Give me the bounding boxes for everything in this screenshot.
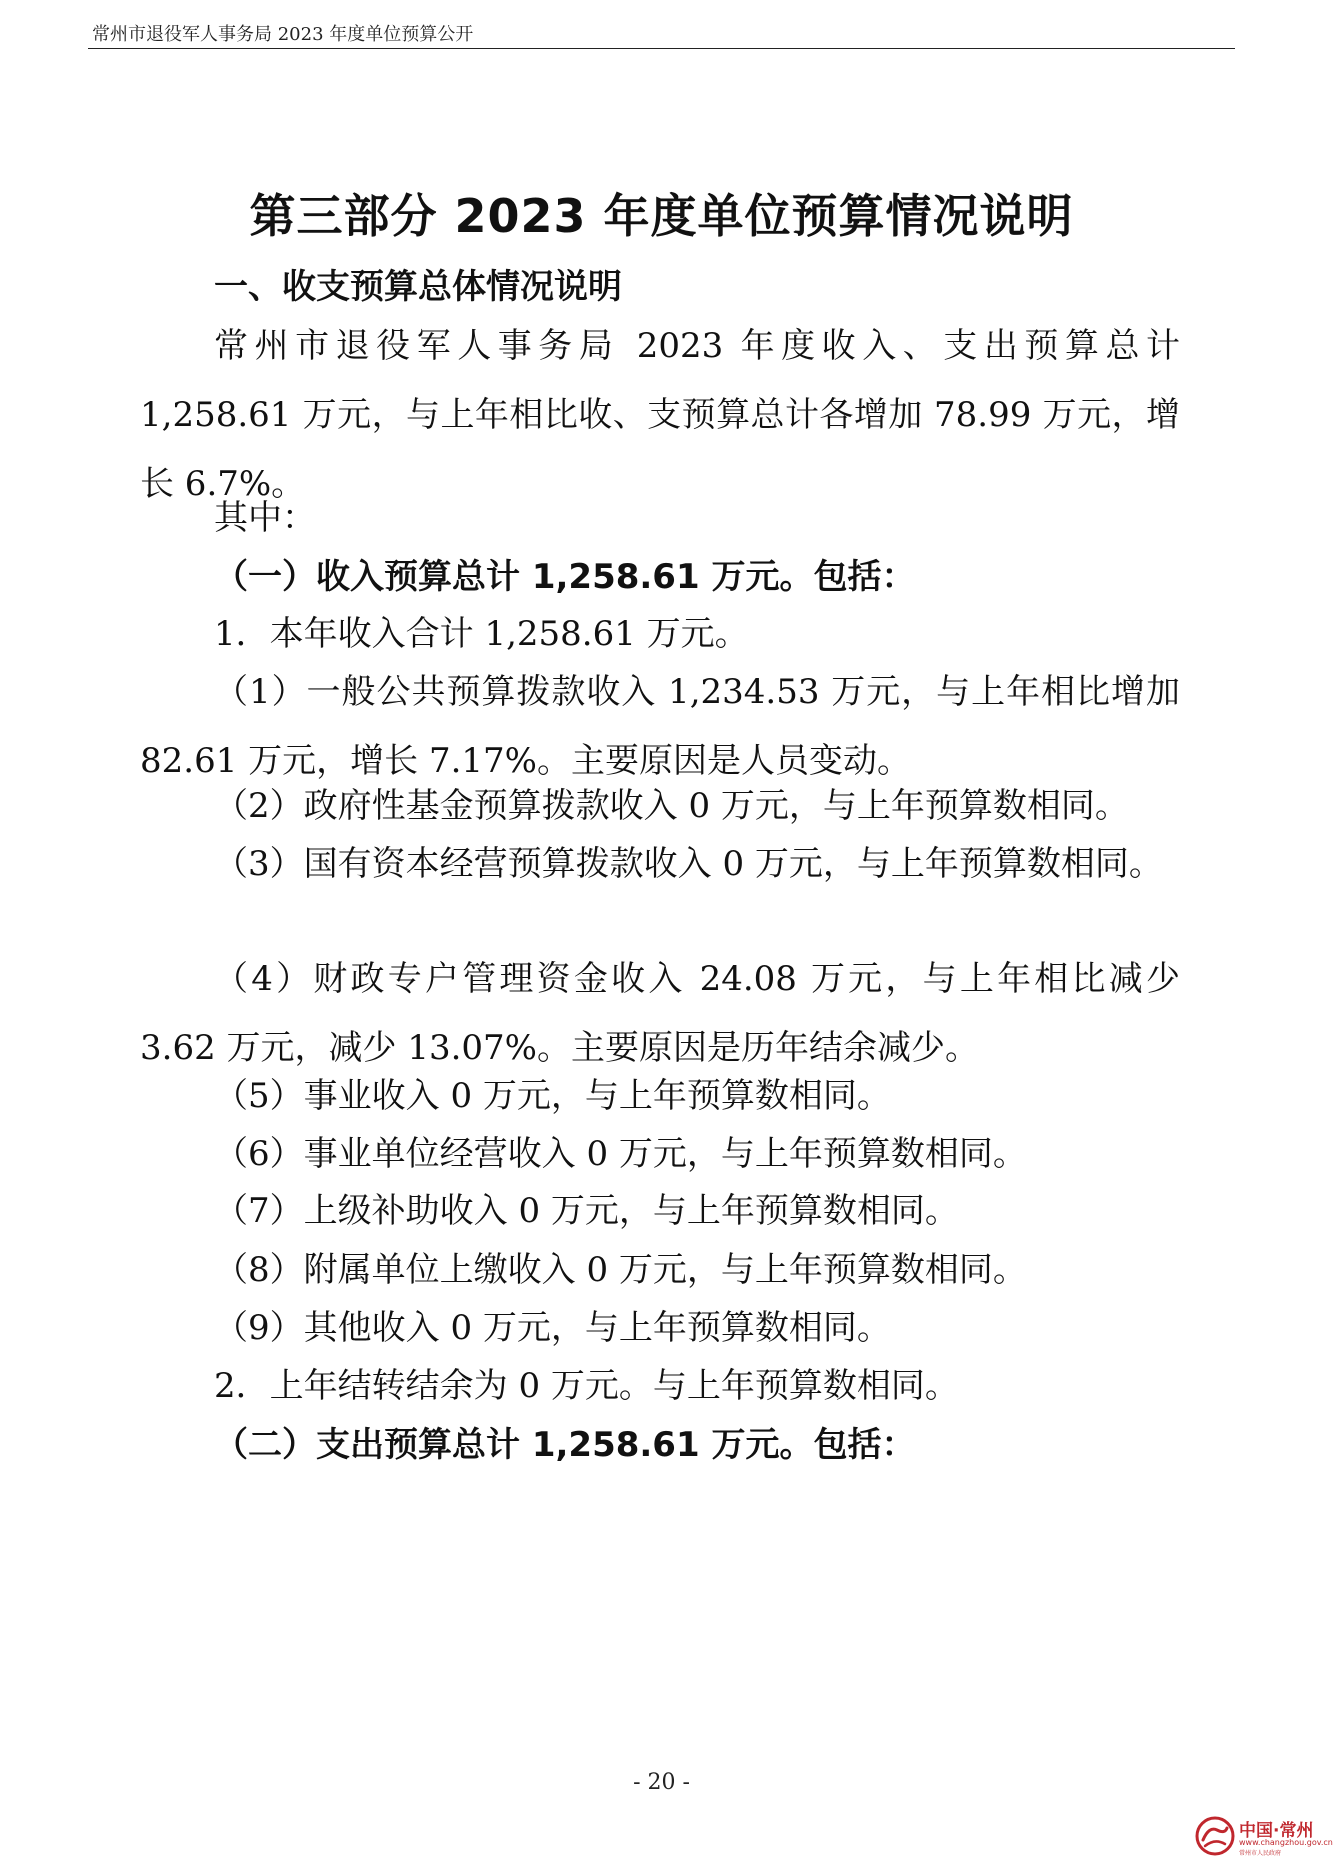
- income-sub-3: （3）国有资本经营预算拨款收入 0 万元，与上年预算数相同。: [214, 844, 1163, 884]
- income-item-2: 2．上年结转结余为 0 万元。与上年预算数相同。: [214, 1366, 959, 1406]
- running-header-title: 常州市退役军人事务局 2023 年度单位预算公开: [92, 24, 474, 45]
- income-item-1: 1．本年收入合计 1,258.61 万元。: [214, 614, 749, 654]
- income-sub-1: （1）一般公共预算拨款收入 1,234.53 万元，与上年相比增加 82.61 万元，增长 7.17%。主要原因是人员变动。: [140, 672, 1180, 781]
- running-header: [0, 0, 1323, 52]
- header-divider: [88, 48, 1235, 49]
- income-sub-2: （2）政府性基金预算拨款收入 0 万元，与上年预算数相同。: [214, 786, 1129, 826]
- document-title: 第三部分 2023 年度单位预算情况说明: [249, 189, 1074, 243]
- income-sub-9: （9）其他收入 0 万元，与上年预算数相同。: [214, 1308, 891, 1348]
- watermark-domain: www.changzhou.gov.cn: [1239, 1838, 1333, 1847]
- watermark-tagline: 常州市人民政府: [1239, 1850, 1282, 1857]
- income-sub-4: （4）财政专户管理资金收入 24.08 万元，与上年相比减少 3.62 万元，减少 13.07%。主要原因是历年结余减少。: [140, 959, 1180, 1068]
- section-heading-overview: 一、收支预算总体情况说明: [214, 267, 622, 307]
- site-watermark: [1195, 1812, 1333, 1862]
- income-heading: （一）收入预算总计 1,258.61 万元。包括：: [214, 557, 916, 597]
- income-sub-6: （6）事业单位经营收入 0 万元，与上年预算数相同。: [214, 1134, 1027, 1174]
- income-sub-5: （5）事业收入 0 万元，与上年预算数相同。: [214, 1076, 891, 1116]
- city-logo-icon: [1195, 1816, 1235, 1856]
- page-number: - 20 -: [633, 1770, 690, 1795]
- watermark-brand: 中国·常州: [1239, 1821, 1314, 1841]
- among-label: 其中：: [214, 498, 316, 538]
- income-sub-7: （7）上级补助收入 0 万元，与上年预算数相同。: [214, 1191, 959, 1231]
- income-sub-8: （8）附属单位上缴收入 0 万元，与上年预算数相同。: [214, 1250, 1027, 1290]
- overview-paragraph: 常州市退役军人事务局 2023 年度收入、支出预算总计 1,258.61 万元，与上年相比收、支预算总计各增加 78.99 万元，增长 6.7%。: [140, 326, 1180, 504]
- expense-heading: （二）支出预算总计 1,258.61 万元。包括：: [214, 1425, 916, 1465]
